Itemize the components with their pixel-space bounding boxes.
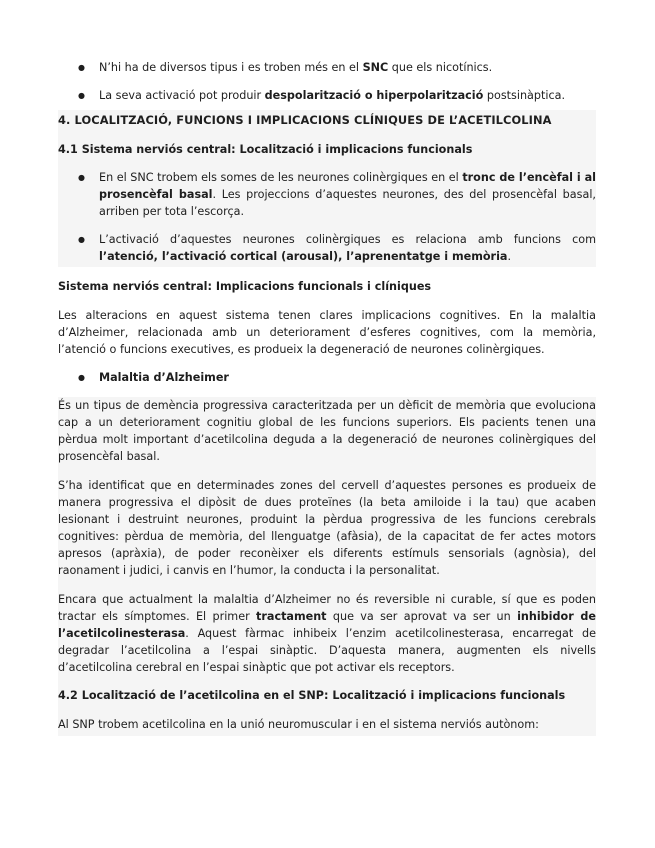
alzheimer-block xyxy=(58,397,596,736)
clinical-heading: Sistema nerviós central: Implicacions funcionals i clíniques xyxy=(58,280,432,293)
section-4-heading: 4. LOCALITZACIÓ, FUNCIONS I IMPLICACIONS CLÍNIQUES DE L’ACETILCOLINA xyxy=(58,113,552,127)
bullet-activation: ● La seva activació pot produir despolarització o hiperpolarització postsinàptica. xyxy=(58,87,596,104)
section-4-1-heading: 4.1 Sistema nerviós central: Localització i implicacions funcionals xyxy=(58,143,473,156)
alzheimer-paragraph-1: És un tipus de demència progressiva caracteritzada per un dèficit de memòria que evoluciona cap a un deteriorament cognitiu global de les funcions superiors. Els pacients tenen una pèrdua molt important d’acetilcolina deguda a la degeneració de neurones colinèrgiques del prosencèfal basal. xyxy=(58,399,596,463)
bullet-snc-functions: ● L’activació d’aquestes neurones colinèrgiques es relaciona amb funcions com l’atenció, l’activació cortical (arousal), l’aprenentatge i memòria. xyxy=(58,231,596,265)
document-content xyxy=(58,58,596,736)
alzheimer-bullet: ● Malaltia d’Alzheimer xyxy=(58,369,596,386)
bullet-snc-muscarinic: ● N’hi ha de diversos tipus i es troben més en el SNC que els nicotínics. xyxy=(58,59,596,76)
section-4-2-heading: 4.2 Localització de l’acetilcolina en el SNP: Localització i implicacions funcionals xyxy=(58,689,566,702)
bullet-snc-location: ● En el SNC trobem els somes de les neurones colinèrgiques en el tronc de l’encèfal i al prosencèfal basal. Les projeccions d’aquestes neurones, des del prosencèfal basal, arriben per tota l’escorça. xyxy=(58,169,596,220)
section-4-block xyxy=(58,110,596,267)
alzheimer-paragraph-3: Encara que actualment la malaltia d’Alzheimer no és reversible ni curable, sí que es poden tractar els símptomes. El primer tractament que va ser aprovat va ser un inhibidor de l’acetilcolinesterasa. Aquest fàrmac inhibeix l’enzim acetilcolinesterasa, encarregat de degradar l’acetilcolina a l’espai sinàptic. D’aquesta manera, augmenten els nivells d’acetilcolina cerebral en l’espai sinàptic que pot activar els receptors. xyxy=(58,593,596,674)
section-4-2-intro: Al SNP trobem acetilcolina en la unió neuromuscular i en el sistema nerviós autònom: xyxy=(58,718,539,731)
alzheimer-paragraph-2: S’ha identificat que en determinades zones del cervell d’aquestes persones es produeix de manera progressiva el dipòsit de dues proteïnes (la beta amiloide i la tau) que acaben lesionant i destruint neurones, produint la pèrdua progressiva de les funcions cerebrals cognitives: pèrdua de memòria, del llenguatge (afàsia), de la capacitat de fer actes motors apresos (apràxia), de poder reconèixer els diferents estímuls sensorials (agnòsia), del raonament i judici, i canvis en l’humor, la conducta i la personalitat. xyxy=(58,479,596,577)
clinical-intro: Les alteracions en aquest sistema tenen clares implicacions cognitives. En la malaltia d’Alzheimer, relacionada amb un deteriorament d’esferes cognitives, com la memòria, l’atenció o funcions executives, es produeix la degeneració de neurones colinèrgiques. xyxy=(58,309,596,356)
